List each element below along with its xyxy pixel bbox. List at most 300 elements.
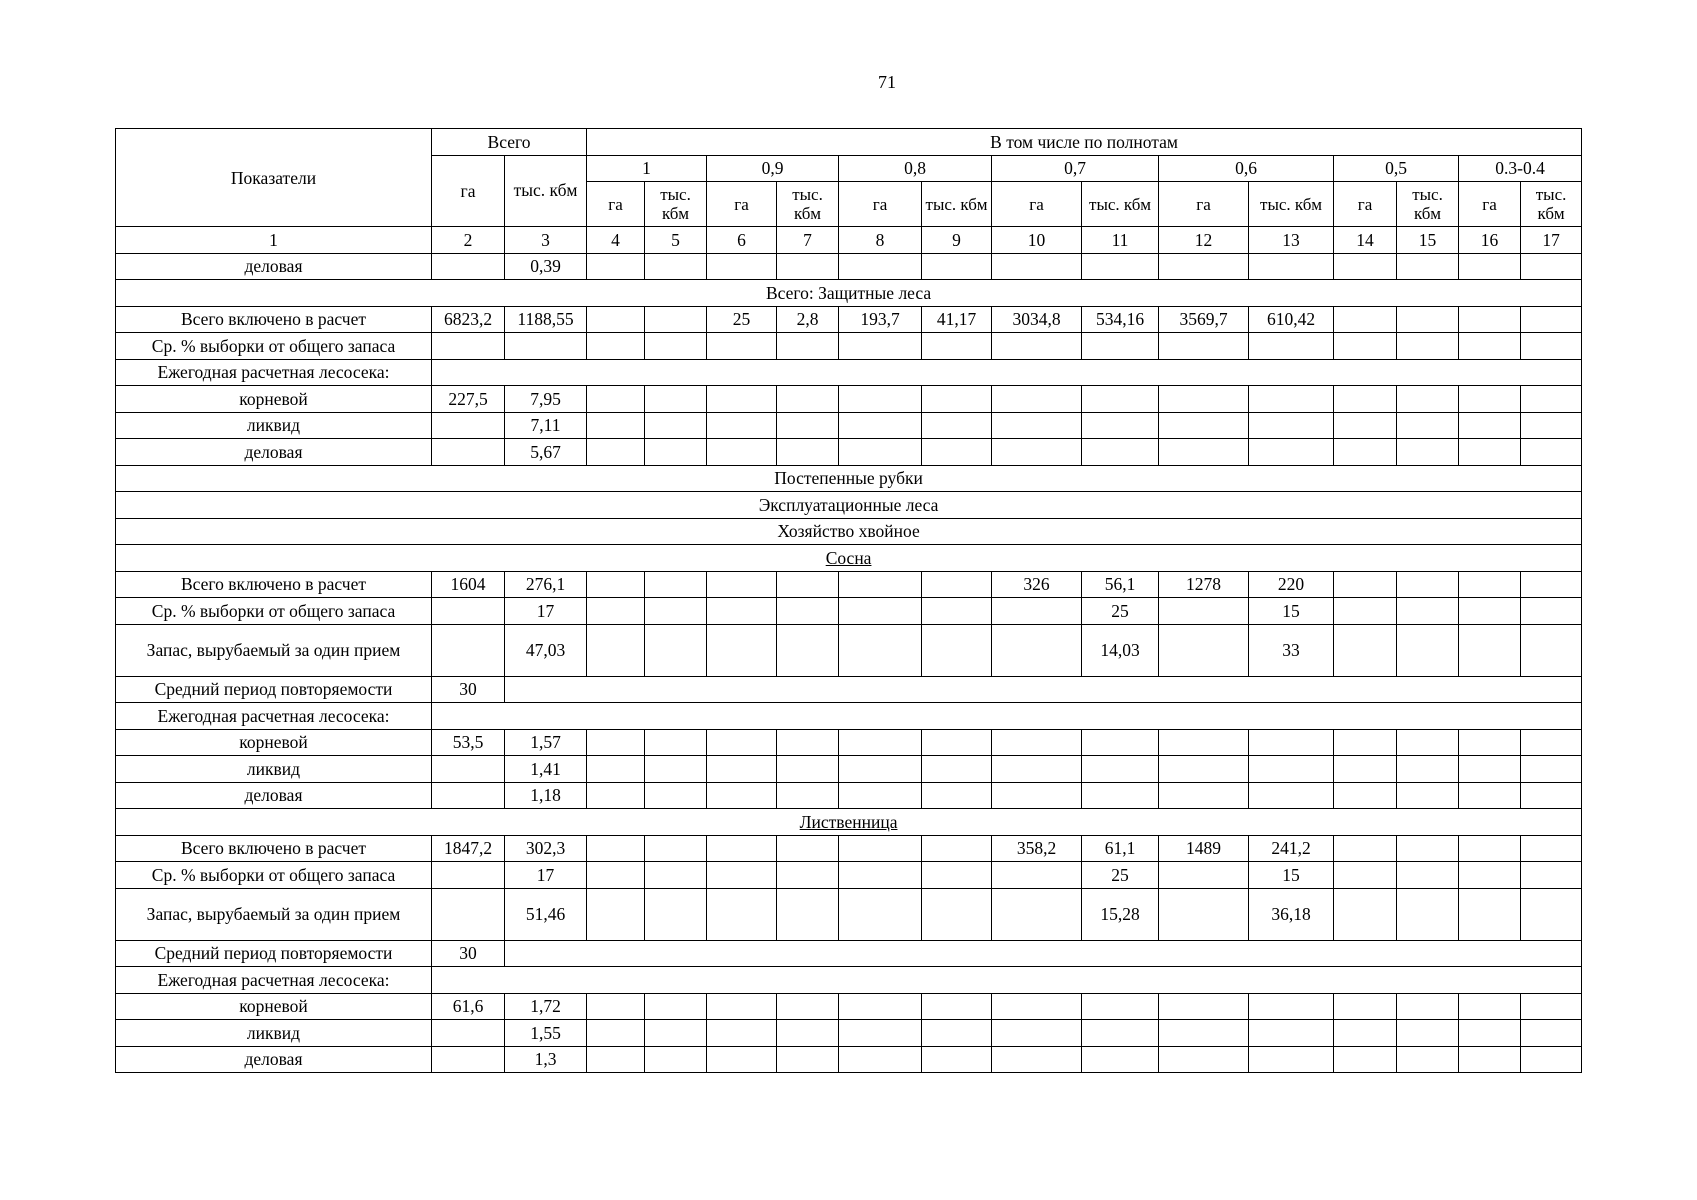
data-cell xyxy=(922,624,992,676)
row-label: Ежегодная расчетная лесосека: xyxy=(116,967,432,994)
data-cell: 227,5 xyxy=(432,386,505,413)
row-label: Всего включено в расчет xyxy=(116,306,432,333)
data-cell xyxy=(1249,439,1334,466)
data-cell: 1,41 xyxy=(505,756,587,783)
data-cell xyxy=(1459,835,1521,862)
data-cell xyxy=(1521,571,1582,598)
data-cell xyxy=(645,439,707,466)
data-cell xyxy=(1082,253,1159,280)
data-cell xyxy=(1459,729,1521,756)
data-cell xyxy=(587,306,645,333)
data-cell xyxy=(839,862,922,889)
data-cell xyxy=(992,624,1082,676)
data-cell: 1,3 xyxy=(505,1046,587,1073)
data-cell xyxy=(922,439,992,466)
data-cell xyxy=(587,756,645,783)
header-unit-ha: га xyxy=(1459,182,1521,227)
data-cell xyxy=(707,412,777,439)
data-cell xyxy=(839,729,922,756)
data-cell xyxy=(1459,756,1521,783)
data-cell xyxy=(645,333,707,360)
data-cell xyxy=(1397,756,1459,783)
data-cell xyxy=(1397,1020,1459,1047)
data-cell xyxy=(1082,729,1159,756)
column-number: 5 xyxy=(645,227,707,254)
data-cell: 17 xyxy=(505,862,587,889)
data-cell xyxy=(1459,888,1521,940)
data-cell xyxy=(1521,862,1582,889)
data-cell xyxy=(707,333,777,360)
data-cell xyxy=(1334,1020,1397,1047)
table-row xyxy=(116,465,1582,492)
row-label: корневой xyxy=(116,729,432,756)
data-cell xyxy=(707,598,777,625)
data-cell xyxy=(707,782,777,809)
header-unit-volume: тыс. кбм xyxy=(777,182,839,227)
data-cell xyxy=(922,862,992,889)
data-cell xyxy=(587,888,645,940)
section-heading xyxy=(116,545,1582,572)
header-unit-ha: га xyxy=(1159,182,1249,227)
table-row xyxy=(116,888,1582,940)
data-cell: 5,67 xyxy=(505,439,587,466)
data-cell xyxy=(432,1046,505,1073)
data-cell xyxy=(839,1020,922,1047)
page-number: 71 xyxy=(878,72,896,92)
data-cell xyxy=(1459,624,1521,676)
column-number: 6 xyxy=(707,227,777,254)
data-cell xyxy=(432,782,505,809)
data-cell xyxy=(839,571,922,598)
data-cell xyxy=(922,729,992,756)
data-cell xyxy=(1082,756,1159,783)
data-cell xyxy=(839,1046,922,1073)
data-cell: 610,42 xyxy=(1249,306,1334,333)
data-cell xyxy=(839,993,922,1020)
data-cell xyxy=(1159,386,1249,413)
data-cell xyxy=(992,412,1082,439)
data-cell xyxy=(432,439,505,466)
data-cell: 25 xyxy=(707,306,777,333)
data-cell xyxy=(1459,386,1521,413)
row-label: деловая xyxy=(116,439,432,466)
data-cell xyxy=(645,253,707,280)
data-cell: 14,03 xyxy=(1082,624,1159,676)
section-label: Хозяйство хвойное xyxy=(777,521,920,542)
data-cell xyxy=(992,782,1082,809)
column-number: 2 xyxy=(432,227,505,254)
table-row xyxy=(116,253,1582,280)
data-cell: 0,39 xyxy=(505,253,587,280)
table-row xyxy=(116,809,1582,836)
data-cell xyxy=(1159,412,1249,439)
data-cell xyxy=(587,333,645,360)
data-cell: 15 xyxy=(1249,862,1334,889)
data-cell xyxy=(432,598,505,625)
header-density: 0,8 xyxy=(839,155,992,182)
data-cell: 61,6 xyxy=(432,993,505,1020)
data-cell: 220 xyxy=(1249,571,1334,598)
data-cell xyxy=(922,598,992,625)
data-cell xyxy=(839,756,922,783)
table-row xyxy=(116,940,1582,967)
table-row xyxy=(116,862,1582,889)
row-label: ликвид xyxy=(116,412,432,439)
data-cell xyxy=(1397,439,1459,466)
data-cell xyxy=(992,253,1082,280)
data-cell xyxy=(839,386,922,413)
section-label: Всего: Защитные леса xyxy=(766,282,932,303)
empty-span xyxy=(505,940,1582,967)
data-cell xyxy=(432,1020,505,1047)
data-cell xyxy=(645,1046,707,1073)
data-cell xyxy=(645,412,707,439)
row-label: Всего включено в расчет xyxy=(116,835,432,862)
data-cell xyxy=(1521,993,1582,1020)
table-row xyxy=(116,545,1582,572)
data-cell xyxy=(587,729,645,756)
data-cell: 1278 xyxy=(1159,571,1249,598)
data-cell xyxy=(1249,1020,1334,1047)
table-row xyxy=(116,333,1582,360)
data-cell xyxy=(1459,1020,1521,1047)
data-cell xyxy=(1459,439,1521,466)
empty-span xyxy=(432,703,1582,730)
data-cell xyxy=(922,1020,992,1047)
section-heading xyxy=(116,465,1582,492)
data-cell xyxy=(777,333,839,360)
header-total-volume: тыс. кбм xyxy=(505,155,587,227)
data-cell xyxy=(707,571,777,598)
table-row xyxy=(116,1046,1582,1073)
data-cell xyxy=(707,756,777,783)
row-label: Запас, вырубаемый за один прием xyxy=(116,888,432,940)
data-cell xyxy=(645,598,707,625)
data-cell xyxy=(1249,412,1334,439)
data-cell xyxy=(587,253,645,280)
data-cell xyxy=(1521,756,1582,783)
data-cell xyxy=(839,412,922,439)
data-cell xyxy=(1397,624,1459,676)
empty-span xyxy=(505,676,1582,703)
data-cell xyxy=(777,624,839,676)
header-density: 0,7 xyxy=(992,155,1159,182)
allowable-cut-table xyxy=(115,128,1582,1073)
data-cell xyxy=(707,386,777,413)
data-cell xyxy=(777,598,839,625)
data-cell: 61,1 xyxy=(1082,835,1159,862)
data-cell xyxy=(922,782,992,809)
data-cell: 2,8 xyxy=(777,306,839,333)
data-cell xyxy=(1459,993,1521,1020)
data-cell xyxy=(1159,782,1249,809)
section-heading xyxy=(116,518,1582,545)
table-row xyxy=(116,993,1582,1020)
data-cell: 534,16 xyxy=(1082,306,1159,333)
data-cell xyxy=(1459,1046,1521,1073)
table-row xyxy=(116,280,1582,307)
data-cell xyxy=(587,386,645,413)
data-cell xyxy=(1334,888,1397,940)
data-cell xyxy=(839,888,922,940)
row-label: Ср. % выборки от общего запаса xyxy=(116,333,432,360)
data-cell xyxy=(1521,624,1582,676)
data-cell: 41,17 xyxy=(922,306,992,333)
data-cell xyxy=(1334,386,1397,413)
data-cell xyxy=(587,598,645,625)
data-cell xyxy=(992,1046,1082,1073)
row-label: Средний период повторяемости xyxy=(116,940,432,967)
data-cell xyxy=(1459,412,1521,439)
data-cell xyxy=(1082,782,1159,809)
data-cell xyxy=(992,333,1082,360)
data-cell: 1489 xyxy=(1159,835,1249,862)
section-label: Эксплуатационные леса xyxy=(758,494,939,515)
data-cell xyxy=(1521,782,1582,809)
data-cell xyxy=(1159,439,1249,466)
data-cell: 193,7 xyxy=(839,306,922,333)
section-label: Сосна xyxy=(825,547,872,568)
header-unit-volume: тыс. кбм xyxy=(1397,182,1459,227)
column-number: 13 xyxy=(1249,227,1334,254)
data-cell xyxy=(922,386,992,413)
data-cell xyxy=(1082,993,1159,1020)
data-cell xyxy=(587,862,645,889)
data-cell xyxy=(587,993,645,1020)
header-total: Всего xyxy=(432,129,587,156)
row-label: корневой xyxy=(116,386,432,413)
data-cell xyxy=(645,386,707,413)
row-label: Ср. % выборки от общего запаса xyxy=(116,862,432,889)
data-cell xyxy=(707,253,777,280)
table-row xyxy=(116,676,1582,703)
data-cell xyxy=(1521,333,1582,360)
data-cell xyxy=(645,306,707,333)
data-cell xyxy=(707,624,777,676)
data-cell xyxy=(1159,253,1249,280)
data-cell xyxy=(645,782,707,809)
data-cell xyxy=(992,993,1082,1020)
data-cell: 358,2 xyxy=(992,835,1082,862)
data-cell xyxy=(432,253,505,280)
data-cell xyxy=(1159,624,1249,676)
header-unit-volume: тыс. кбм xyxy=(922,182,992,227)
data-cell xyxy=(1082,1046,1159,1073)
row-label: корневой xyxy=(116,993,432,1020)
row-label: Запас, вырубаемый за один прием xyxy=(116,624,432,676)
header-unit-ha: га xyxy=(587,182,645,227)
row-label: Ежегодная расчетная лесосека: xyxy=(116,703,432,730)
data-cell xyxy=(1334,782,1397,809)
data-cell xyxy=(839,598,922,625)
data-cell xyxy=(707,1046,777,1073)
data-cell xyxy=(839,439,922,466)
data-cell xyxy=(777,1020,839,1047)
data-cell xyxy=(1082,386,1159,413)
data-cell xyxy=(777,888,839,940)
data-cell xyxy=(1334,253,1397,280)
data-cell xyxy=(1397,598,1459,625)
header-density: 0,6 xyxy=(1159,155,1334,182)
data-cell: 1188,55 xyxy=(505,306,587,333)
data-cell: 7,95 xyxy=(505,386,587,413)
data-cell: 7,11 xyxy=(505,412,587,439)
data-cell xyxy=(1334,624,1397,676)
data-cell xyxy=(645,835,707,862)
column-number: 11 xyxy=(1082,227,1159,254)
data-cell xyxy=(992,862,1082,889)
data-cell xyxy=(1521,306,1582,333)
data-cell xyxy=(645,729,707,756)
data-cell xyxy=(1459,571,1521,598)
data-cell: 33 xyxy=(1249,624,1334,676)
data-cell xyxy=(1459,782,1521,809)
data-cell xyxy=(1082,439,1159,466)
data-cell xyxy=(777,386,839,413)
header-unit-ha: га xyxy=(992,182,1082,227)
data-cell xyxy=(1521,439,1582,466)
data-cell xyxy=(587,571,645,598)
data-cell xyxy=(587,624,645,676)
data-cell xyxy=(992,888,1082,940)
data-cell xyxy=(432,888,505,940)
data-cell xyxy=(707,862,777,889)
data-cell xyxy=(505,333,587,360)
data-cell xyxy=(587,1020,645,1047)
empty-span xyxy=(432,359,1582,386)
table-row xyxy=(116,386,1582,413)
header-unit-volume: тыс. кбм xyxy=(1521,182,1582,227)
data-cell xyxy=(1334,306,1397,333)
data-cell xyxy=(777,571,839,598)
data-cell xyxy=(777,993,839,1020)
data-cell xyxy=(1082,412,1159,439)
data-cell xyxy=(922,1046,992,1073)
data-cell xyxy=(1334,1046,1397,1073)
data-cell xyxy=(922,756,992,783)
data-cell xyxy=(1397,835,1459,862)
section-label: Постепенные рубки xyxy=(774,468,923,489)
header-unit-volume: тыс. кбм xyxy=(1082,182,1159,227)
data-cell: 3034,8 xyxy=(992,306,1082,333)
table-row xyxy=(116,835,1582,862)
data-cell: 1604 xyxy=(432,571,505,598)
data-cell xyxy=(777,782,839,809)
data-cell: 241,2 xyxy=(1249,835,1334,862)
column-number: 4 xyxy=(587,227,645,254)
data-cell xyxy=(1159,729,1249,756)
header-density: 1 xyxy=(587,155,707,182)
row-label: Всего включено в расчет xyxy=(116,571,432,598)
header-unit-ha: га xyxy=(707,182,777,227)
table-row xyxy=(116,703,1582,730)
empty-span xyxy=(432,967,1582,994)
column-number: 16 xyxy=(1459,227,1521,254)
data-cell xyxy=(645,1020,707,1047)
data-cell xyxy=(645,993,707,1020)
data-cell: 6823,2 xyxy=(432,306,505,333)
section-label: Лиственница xyxy=(799,811,898,832)
data-cell xyxy=(1249,782,1334,809)
data-cell xyxy=(707,439,777,466)
data-cell: 1,57 xyxy=(505,729,587,756)
data-cell: 53,5 xyxy=(432,729,505,756)
data-cell xyxy=(1249,993,1334,1020)
data-cell xyxy=(992,386,1082,413)
data-cell xyxy=(839,835,922,862)
header-unit-ha: га xyxy=(839,182,922,227)
data-cell xyxy=(922,993,992,1020)
data-cell xyxy=(777,729,839,756)
data-cell xyxy=(1159,598,1249,625)
data-cell xyxy=(777,412,839,439)
data-cell xyxy=(1249,756,1334,783)
data-cell xyxy=(922,412,992,439)
data-cell xyxy=(1249,253,1334,280)
data-cell: 36,18 xyxy=(1249,888,1334,940)
data-cell xyxy=(777,439,839,466)
data-cell: 17 xyxy=(505,598,587,625)
data-cell xyxy=(777,1046,839,1073)
data-cell xyxy=(1397,729,1459,756)
section-heading xyxy=(116,809,1582,836)
data-cell xyxy=(587,782,645,809)
data-cell: 15,28 xyxy=(1082,888,1159,940)
data-cell: 47,03 xyxy=(505,624,587,676)
table-row xyxy=(116,571,1582,598)
data-cell xyxy=(1334,333,1397,360)
column-number: 15 xyxy=(1397,227,1459,254)
data-cell xyxy=(1521,386,1582,413)
data-cell xyxy=(707,888,777,940)
data-cell xyxy=(1334,862,1397,889)
data-cell xyxy=(1249,1046,1334,1073)
column-number: 3 xyxy=(505,227,587,254)
data-cell xyxy=(922,835,992,862)
column-number: 17 xyxy=(1521,227,1582,254)
data-cell xyxy=(707,729,777,756)
data-cell xyxy=(1459,306,1521,333)
data-cell: 326 xyxy=(992,571,1082,598)
row-label: деловая xyxy=(116,782,432,809)
data-cell xyxy=(645,756,707,783)
data-cell xyxy=(1521,835,1582,862)
header-density: 0,5 xyxy=(1334,155,1459,182)
data-cell xyxy=(645,862,707,889)
data-cell: 302,3 xyxy=(505,835,587,862)
data-cell xyxy=(432,862,505,889)
table-row xyxy=(116,306,1582,333)
data-cell xyxy=(707,835,777,862)
data-cell xyxy=(1334,835,1397,862)
data-cell xyxy=(1397,333,1459,360)
header-total-ha: га xyxy=(432,155,505,227)
data-cell: 3569,7 xyxy=(1159,306,1249,333)
data-cell xyxy=(839,333,922,360)
data-cell xyxy=(1159,862,1249,889)
data-cell xyxy=(777,862,839,889)
column-number: 12 xyxy=(1159,227,1249,254)
data-cell xyxy=(1334,993,1397,1020)
data-cell xyxy=(587,1046,645,1073)
data-cell xyxy=(1159,1046,1249,1073)
table-row xyxy=(116,782,1582,809)
data-cell xyxy=(645,624,707,676)
row-label: деловая xyxy=(116,253,432,280)
row-label: ликвид xyxy=(116,1020,432,1047)
data-cell xyxy=(1159,1020,1249,1047)
data-cell xyxy=(839,624,922,676)
